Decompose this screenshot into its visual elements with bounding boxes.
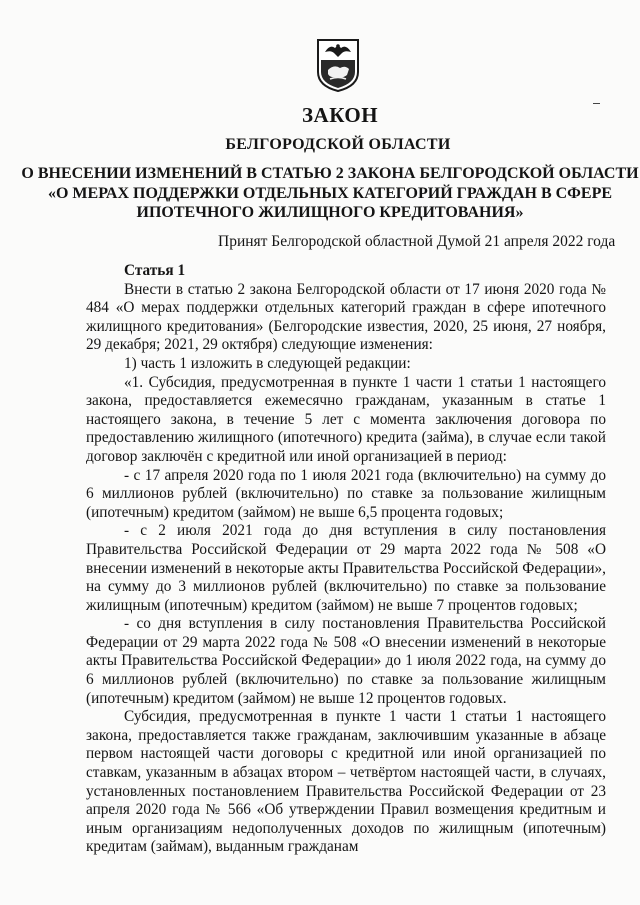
document-title: ЗАКОН: [301, 103, 379, 127]
list-item: - со дня вступления в силу постановления Правительства Российской Федерации от 29 марта 2022 года № 508 «О внесении изменений в некоторые акты Правительства Российской Федерации» до 1 июля 2022 года, на сумму до 6 миллионов рублей (включительно) по ставке за пользование жилищным (ипотечным) кредитом (займом) не выше 12 процентов годовых.: [86, 615, 606, 707]
list-item: - с 2 июля 2021 года до дня вступления в силу постановления Правительства Российской Федерации от 29 марта 2022 года № 508 «О внесении изменений в некоторые акты Правительства Российской Федерации», на сумму до 3 миллионов рублей (включительно) по ставке за пользование жилищным (ипотечным) кредитом (займом) не выше 7 процентов годовых;: [86, 522, 606, 614]
list-item: - с 17 апреля 2020 года по 1 июля 2021 года (включительно) на сумму до 6 миллионов рублей (включительно) по ставке за пользование жилищным (ипотечным) кредитом (займом) не выше 6,5 процента годовых;: [86, 466, 606, 521]
adoption-line: Принят Белгородской областной Думой 21 апреля 2022 года: [218, 233, 616, 250]
paragraph: Субсидия, предусмотренная в пункте 1 части 1 статьи 1 настоящего закона, предоставляется также гражданам, заключившим указанные в абзаце первом настоящей части договоры с кредитной или иной организацией по ставкам, указанным в абзацах втором – четвёртом настоящей части, в случаях, установленных постановлением Правительства Российской Федерации от 23 апреля 2020 года № 566 «Об утверждении Правил возмещения кредитным и иным организациям недополученных доходов по жилищным (ипотечным) кредитам (займам), выданным гражданам: [86, 708, 606, 856]
document-subject: О ВНЕСЕНИИ ИЗМЕНЕНИЙ В СТАТЬЮ 2 ЗАКОНА БЕЛГОРОДСКОЙ ОБЛАСТИ «О МЕРАХ ПОДДЕРЖКИ ОТДЕЛЬНЫХ КАТЕГОРИЙ ГРАЖДАН В СФЕРЕ ИПОТЕЧНОГО ЖИЛИЩНОГО КРЕДИТОВАНИЯ»: [21, 165, 639, 221]
belgorod-coat-of-arms-icon: [316, 38, 360, 92]
paragraph: «1. Субсидия, предусмотренная в пункте 1 части 1 статьи 1 настоящего закона, предоставляется ежемесячно гражданам, указанным в статье 1 настоящего закона, в течение 5 лет с момента заключения договора по предоставлению жилищного (ипотечного) кредита (займа), в случае если такой договор заключён с кредитной или иной организацией в период:: [86, 373, 606, 465]
document-body: [86, 262, 606, 857]
document-region: БЕЛГОРОДСКОЙ ОБЛАСТИ: [225, 136, 451, 153]
paragraph: Внести в статью 2 закона Белгородской области от 17 июня 2020 года № 484 «О мерах поддержки отдельных категорий граждан в сфере ипотечного жилищного кредитования» (Белгородские известия, 2020, 25 июня, 27 ноября, 29 декабря; 2021, 29 октября) следующие изменения:: [86, 280, 606, 354]
paragraph: 1) часть 1 изложить в следующей редакции:: [124, 354, 411, 372]
article-heading: Статья 1: [124, 262, 186, 279]
